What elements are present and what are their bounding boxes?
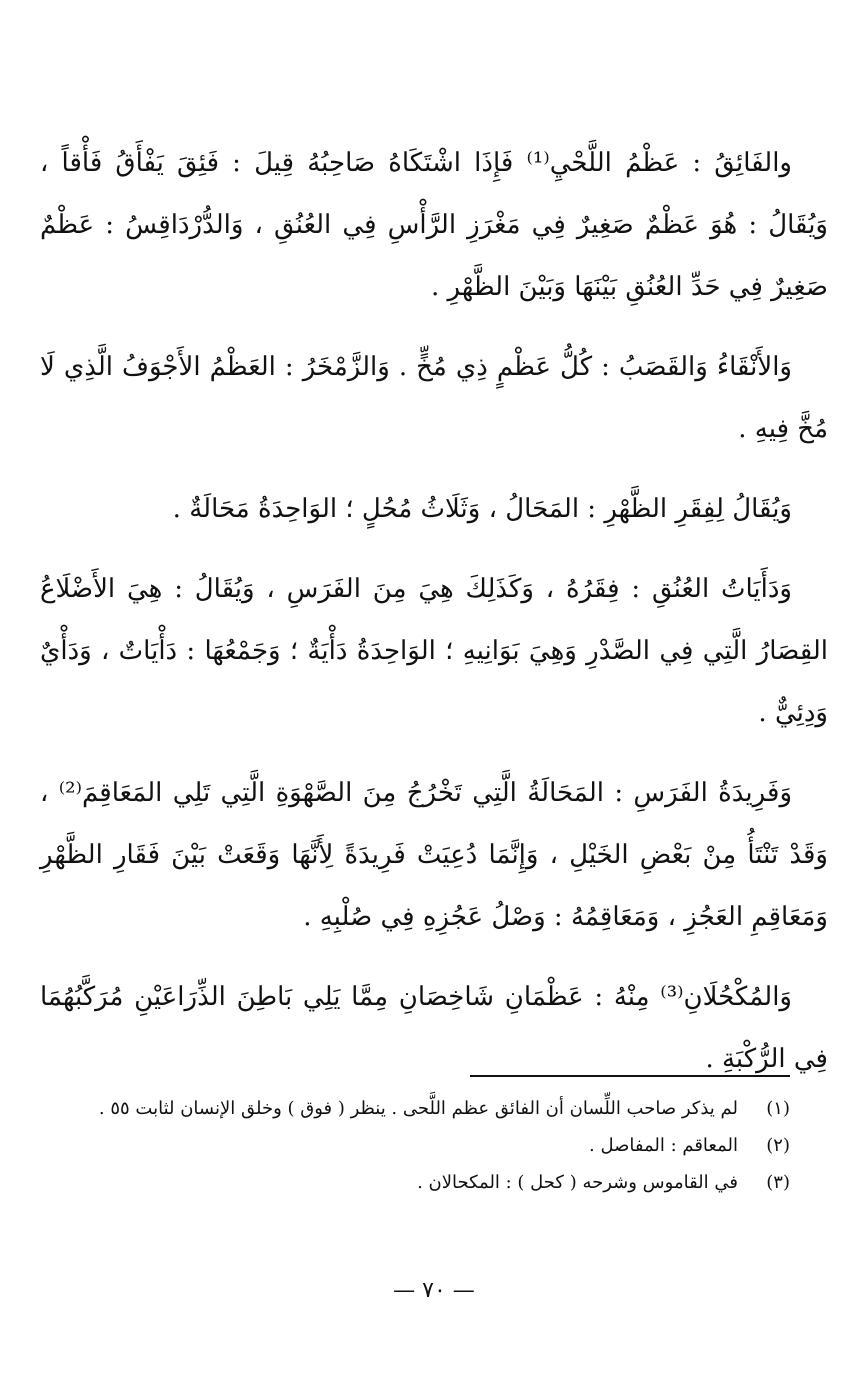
paragraph-farida: وَفَرِيدَةُ الفَرَسِ : المَحَالَةُ الَّتِي تَخْرُجُ مِنَ الصَّهْوَةِ الَّتِي تَلِي المَعَاقِمَ⁽²⁾ ، وَقَدْ تَنْتَأُ مِنْ بَعْضِ الخَيْلِ ، وَإِنَّمَا دُعِيَتْ فَرِيدَةً لِأَنَّهَا وَقَعَتْ بَيْنَ فَقَارِ الظَّهْرِ وَمَعَاقِمِ العَجُزِ ، وَمَعَاقِمُهُ : وَصْلُ عَجُزِهِ فِي صُلْبِهِ .: [40, 778, 828, 932]
footnote-text: في القاموس وشرحه ( كحل ) : المكحالان .: [417, 1172, 738, 1193]
footnote-text: المعاقم : المفاصل .: [589, 1135, 738, 1156]
footnote-number: (٣): [766, 1172, 790, 1193]
footnote-2: [60, 1127, 790, 1164]
page-number: — ٧٠ —: [393, 1278, 475, 1303]
paragraph-mukhulan: وَالمُكْحُلَانِ⁽³⁾ مِنْهُ : عَظْمَانِ شَاخِصَانِ مِمَّا يَلِي بَاطِنَ الذِّرَاعَيْنِ مُرَكَّبُهُمَا فِي الرُّكْبَةِ .: [40, 982, 828, 1074]
footnote-3: [60, 1164, 790, 1201]
footnote-number: (٢): [766, 1135, 790, 1156]
footnote-1: [60, 1090, 790, 1127]
main-text: [40, 132, 828, 1108]
paragraph-anqa: وَالأَنْقَاءُ وَالقَصَبُ : كُلُّ عَظْمٍ ذِي مُخٍّ . وَالزَّمْخَرُ : العَظْمُ الأَجْوَفُ الَّذِي لَا مُخَّ فِيهِ .: [40, 352, 828, 444]
footnote-separator: [470, 1075, 790, 1077]
footnote-text: لم يذكر صاحب اللِّسان أن الفائق عظم اللَّحى . ينظر ( فوق ) وخلق الإنسان لثابت ٥٥ .: [98, 1098, 738, 1119]
paragraph-mahal: وَيُقَالُ لِفِقَرِ الظَّهْرِ : المَحَالُ ، وَثَلَاثُ مُحُلٍ ؛ الوَاحِدَةُ مَحَالَةٌ .: [172, 494, 792, 524]
footnote-number: (١): [766, 1098, 790, 1119]
paragraph-dayat: وَدَأَيَاتُ العُنُقِ : فِقَرُهُ ، وَكَذَلِكَ هِيَ مِنَ الفَرَسِ ، وَيُقَالُ : هِيَ الأَضْلَاعُ القِصَارُ الَّتِي فِي الصَّدْرِ وَهِيَ بَوَانِيهِ ؛ الوَاحِدَةُ دَأْيَةٌ ؛ وَجَمْعُهَا : دَأْيَاتٌ ، وَدَأْيٌ وَدِئِيٌّ .: [40, 574, 828, 728]
footnotes: [60, 1090, 790, 1201]
paragraph-faiq: والفَائِقُ : عَظْمُ اللَّحْيِ⁽¹⁾ فَإِذَا اشْتَكَاهُ صَاحِبُهُ قِيلَ : فَئِقَ يَفْأَقُ فَأْقاً ، وَيُقَالُ : هُوَ عَظْمٌ صَغِيرٌ فِي مَغْرَزِ الرَّأْسِ فِي العُنُقِ ، وَالدُّرْدَاقِسُ : عَظْمٌ صَغِيرٌ فِي حَدِّ العُنُقِ بَيْنَهَا وَبَيْنَ الظَّهْرِ .: [40, 148, 828, 302]
